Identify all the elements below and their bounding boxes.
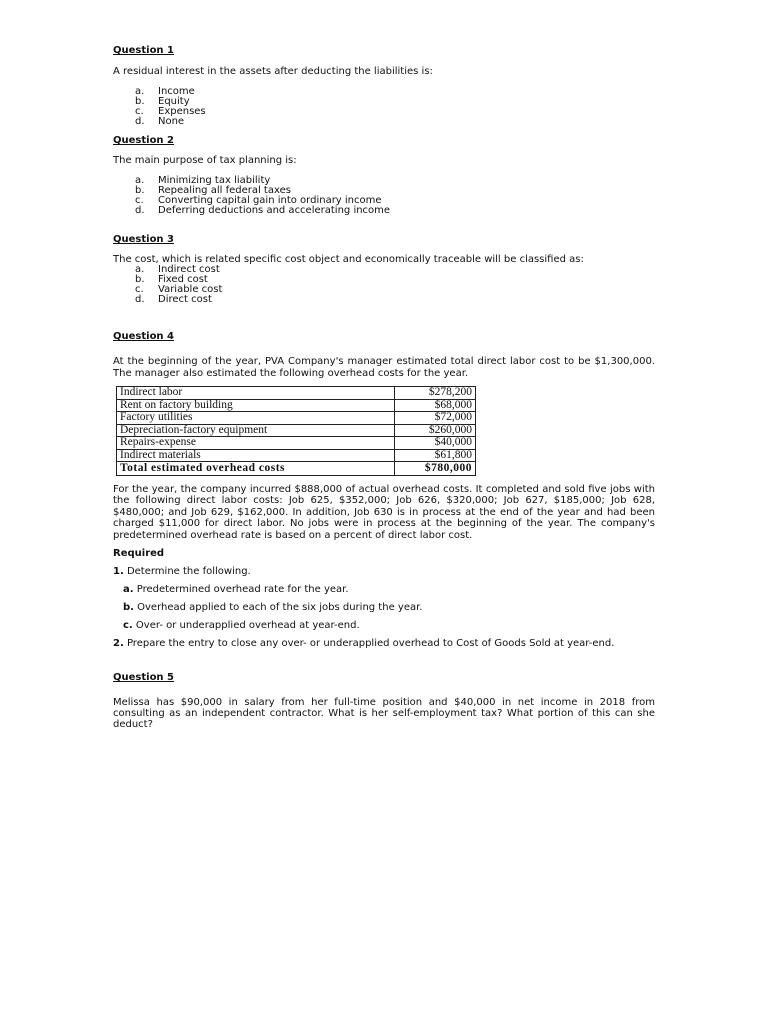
- table-row: Indirect materials $61,800: [117, 449, 476, 462]
- option: b. Fixed cost: [135, 274, 208, 285]
- question-3-text: The cost, which is related specific cost object and economically traceable will be classified as:: [113, 254, 584, 265]
- requirement-1a: a. Predetermined overhead rate for the year.: [123, 584, 349, 596]
- required-label: Required: [113, 548, 165, 560]
- table-row: Rent on factory building $68,000: [117, 399, 476, 412]
- option: a. Income: [135, 86, 195, 97]
- document-page: [113, 46, 655, 730]
- question-3-options: [113, 265, 655, 305]
- table-row: Indirect labor $278,200: [117, 387, 476, 400]
- question-1-options: [113, 87, 655, 127]
- option: b. Repealing all federal taxes: [135, 185, 291, 196]
- requirement-1b: b. Overhead applied to each of the six jobs during the year.: [123, 602, 423, 614]
- question-1-text: A residual interest in the assets after deducting the liabilities is:: [113, 66, 433, 77]
- question-4-intro: At the beginning of the year, PVA Company's manager estimated total direct labor cost to be $1,300,000. The manager also estimated the following overhead costs for the year.: [113, 356, 655, 379]
- question-2: [113, 136, 655, 216]
- requirement-1: 1. Determine the following.: [113, 566, 251, 578]
- option: b. Equity: [135, 96, 190, 107]
- option: c. Converting capital gain into ordinary income: [135, 195, 382, 206]
- question-2-options: [113, 176, 655, 216]
- option: d. Direct cost: [135, 294, 212, 305]
- overhead-cost-table: [116, 386, 476, 476]
- option: d. Deferring deductions and accelerating income: [135, 205, 391, 216]
- question-1-heading: Question 1: [113, 45, 174, 56]
- requirement-1c: c. Over- or underapplied overhead at year-end.: [123, 620, 360, 632]
- table-row: Depreciation-factory equipment $260,000: [117, 424, 476, 437]
- table-row: Repairs-expense $40,000: [117, 437, 476, 450]
- question-3: [113, 235, 655, 305]
- table-total-row: Total estimated overhead costs $780,000: [117, 462, 476, 476]
- option: c. Variable cost: [135, 284, 223, 295]
- question-2-text: The main purpose of tax planning is:: [113, 155, 297, 166]
- option: c. Expenses: [135, 106, 206, 117]
- question-5: [113, 673, 655, 730]
- option: a. Minimizing tax liability: [135, 175, 271, 186]
- question-5-heading: Question 5: [113, 672, 174, 684]
- option: d. None: [135, 116, 185, 127]
- question-4-heading: Question 4: [113, 331, 174, 342]
- question-3-heading: Question 3: [113, 234, 174, 245]
- question-4-body: For the year, the company incurred $888,000 of actual overhead costs. It completed and sold five jobs with the following direct labor costs: Job 625, $352,000; Job 626, $320,000; Job 627, $185,000; Job 628, $480,000; and Job 629, $162,000. In addition, Job 630 is in process at the end of the year and had been charged $11,000 for direct labor. No jobs were in process at the beginning of the year. The company's predetermined overhead rate is based on a percent of direct labor cost.: [113, 484, 655, 541]
- option: a. Indirect cost: [135, 264, 220, 275]
- question-4: [113, 332, 655, 650]
- table-row: Factory utilities $72,000: [117, 412, 476, 425]
- requirement-2: 2. Prepare the entry to close any over- or underapplied overhead to Cost of Goods Sold at year-end.: [113, 638, 615, 650]
- question-2-heading: Question 2: [113, 135, 174, 146]
- question-5-text: Melissa has $90,000 in salary from her full-time position and $40,000 in net income in 2018 from consulting as an independent contractor. What is her self-employment tax? What portion of this can she deduct?: [113, 697, 655, 731]
- question-1: [113, 46, 655, 127]
